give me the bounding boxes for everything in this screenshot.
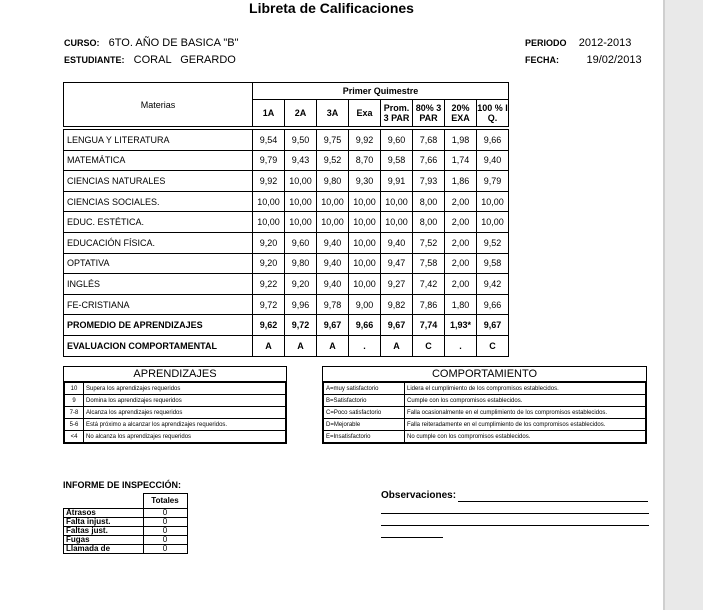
grade-cell: 9,54 <box>253 130 285 151</box>
legend-desc: No alcanza los aprendizajes requeridos <box>84 431 286 443</box>
grade-cell: 9,52 <box>317 150 349 171</box>
grade-cell: 1,74 <box>445 150 477 171</box>
legend-desc: Lidera el cumplimiento de los compromisos establecidos. <box>405 383 646 395</box>
legend-code: B=Satisfactorio <box>324 395 405 407</box>
aprendizajes-title: APRENDIZAJES <box>64 367 286 382</box>
grade-cell: 7,52 <box>413 232 445 253</box>
comportamiento-legend <box>322 366 647 444</box>
observaciones-label: Observaciones: <box>381 490 457 501</box>
grade-cell: 2,00 <box>445 191 477 212</box>
legend-code: A=muy satisfactorio <box>324 383 405 395</box>
quimestre-header: Primer Quimestre <box>253 83 509 100</box>
legend-code: C=Poco satisfactorio <box>324 407 405 419</box>
legend-code: D=Mejorable <box>324 419 405 431</box>
grade-cell: 1,80 <box>445 294 477 315</box>
grade-cell: 7,86 <box>413 294 445 315</box>
grade-cell: A <box>253 335 285 356</box>
subject-cell: INGLÉS <box>64 274 253 295</box>
legend-row <box>65 431 286 443</box>
inspeccion-value: 0 <box>143 509 187 518</box>
grade-cell: 9,20 <box>253 253 285 274</box>
subject-cell: PROMEDIO DE APRENDIZAJES <box>64 315 253 336</box>
grade-cell: 9,40 <box>317 232 349 253</box>
grade-cell: 9,40 <box>317 253 349 274</box>
grade-cell: 9,79 <box>253 150 285 171</box>
col-header: 20% EXA <box>445 100 477 127</box>
table-row <box>64 294 509 315</box>
col-header: 80% 3 PAR <box>413 100 445 127</box>
grade-cell: 10,00 <box>349 212 381 233</box>
subject-cell: CIENCIAS NATURALES <box>64 171 253 192</box>
grade-cell: 10,00 <box>285 212 317 233</box>
grade-cell: 9,72 <box>253 294 285 315</box>
grade-cell: 9,96 <box>285 294 317 315</box>
grade-cell: 7,93 <box>413 171 445 192</box>
table-row <box>64 545 188 554</box>
periodo-row <box>525 37 631 49</box>
grade-cell: 9,52 <box>477 232 509 253</box>
col-header: 2A <box>285 100 317 127</box>
grade-cell: 9,92 <box>253 171 285 192</box>
totales-header: Totales <box>143 494 187 509</box>
subject-cell: EDUC. ESTÉTICA. <box>64 212 253 233</box>
table-row <box>64 212 509 233</box>
grade-cell: 9,22 <box>253 274 285 295</box>
grade-cell: A <box>317 335 349 356</box>
grades-table <box>63 82 509 357</box>
table-row <box>64 274 509 295</box>
periodo-value: 2012-2013 <box>578 37 632 49</box>
estudiante-label: ESTUDIANTE: <box>64 55 125 65</box>
table-row <box>64 130 509 151</box>
document-title: Libreta de Calificaciones <box>249 0 414 16</box>
col-header: 3A <box>317 100 349 127</box>
grade-cell: 9,78 <box>317 294 349 315</box>
legend-row <box>324 419 646 431</box>
grade-cell: 10,00 <box>477 191 509 212</box>
col-header: 1A <box>253 100 285 127</box>
legend-desc: Alcanza los aprendizajes requeridos <box>84 407 286 419</box>
grade-cell: 10,00 <box>317 212 349 233</box>
grade-cell: 10,00 <box>285 171 317 192</box>
grade-cell: 2,00 <box>445 274 477 295</box>
promedio-row <box>64 315 509 336</box>
grade-cell: 9,58 <box>477 253 509 274</box>
grade-cell: 9,92 <box>349 130 381 151</box>
legend-row <box>65 419 286 431</box>
grade-cell: 9,27 <box>381 274 413 295</box>
grade-cell: 9,40 <box>317 274 349 295</box>
legend-code: 9 <box>65 395 84 407</box>
legend-row <box>65 395 286 407</box>
comportamiento-title: COMPORTAMIENTO <box>323 367 646 382</box>
evaluacion-row <box>64 335 509 356</box>
grade-cell: 8,00 <box>413 191 445 212</box>
grade-cell: 9,62 <box>253 315 285 336</box>
legend-desc: Está próximo a alcanzar los aprendizajes requeridos. <box>84 419 286 431</box>
legend-desc: Domina los aprendizajes requeridos <box>84 395 286 407</box>
inspeccion-value: 0 <box>143 536 187 545</box>
grade-cell: 7,68 <box>413 130 445 151</box>
subject-cell: MATEMÁTICA <box>64 150 253 171</box>
legend-code: 7-8 <box>65 407 84 419</box>
legend-desc: Falla reiteradamente en el cumplimiento de los compromisos establecidos. <box>405 419 646 431</box>
legend-code: 10 <box>65 383 84 395</box>
grade-cell: 2,00 <box>445 253 477 274</box>
grade-cell: 8,00 <box>413 212 445 233</box>
grade-cell: 9,40 <box>381 232 413 253</box>
observaciones-line <box>381 537 443 538</box>
table-row <box>64 171 509 192</box>
grade-cell: . <box>349 335 381 356</box>
legend-code: <4 <box>65 431 84 443</box>
subject-cell: CIENCIAS SOCIALES. <box>64 191 253 212</box>
legend-row <box>65 383 286 395</box>
subject-cell: OPTATIVA <box>64 253 253 274</box>
grade-cell: 2,00 <box>445 232 477 253</box>
grade-cell: 9,60 <box>381 130 413 151</box>
grade-cell: 1,93* <box>445 315 477 336</box>
col-header: 100 % I Q. <box>477 100 509 127</box>
grade-cell: 9,66 <box>349 315 381 336</box>
inspeccion-label: Fugas <box>64 536 144 545</box>
grade-cell: 9,50 <box>285 130 317 151</box>
inspeccion-label: Atrasos <box>64 509 144 518</box>
inspeccion-table <box>63 493 188 554</box>
grade-cell: 9,75 <box>317 130 349 151</box>
grade-cell: 10,00 <box>285 191 317 212</box>
legend-row <box>65 407 286 419</box>
legend-row <box>324 383 646 395</box>
estudiante-row <box>64 54 236 66</box>
grade-cell: 9,91 <box>381 171 413 192</box>
legend-row <box>324 407 646 419</box>
fecha-label: FECHA: <box>525 55 559 65</box>
observaciones-line <box>381 525 649 526</box>
grade-cell: 10,00 <box>381 212 413 233</box>
subject-cell: LENGUA Y LITERATURA <box>64 130 253 151</box>
grade-cell: 10,00 <box>253 191 285 212</box>
grade-cell: 9,67 <box>317 315 349 336</box>
legend-desc: No cumple con los compromisos establecidos. <box>405 431 646 443</box>
grade-cell: 1,98 <box>445 130 477 151</box>
legend-code: 5-6 <box>65 419 84 431</box>
estudiante-value: CORAL GERARDO <box>133 54 236 66</box>
grade-cell: 9,60 <box>285 232 317 253</box>
grade-cell: 9,67 <box>381 315 413 336</box>
grade-cell: 2,00 <box>445 212 477 233</box>
grade-cell: 9,80 <box>317 171 349 192</box>
legend-desc: Cumple con los compromisos establecidos. <box>405 395 646 407</box>
table-row <box>64 150 509 171</box>
curso-value: 6TO. AÑO DE BASICA "B" <box>108 37 239 49</box>
grade-cell: . <box>445 335 477 356</box>
grade-cell: 9,72 <box>285 315 317 336</box>
curso-row <box>64 37 239 49</box>
table-row <box>64 253 509 274</box>
observaciones-line <box>458 501 648 502</box>
curso-label: CURSO: <box>64 38 100 48</box>
legend-row <box>324 395 646 407</box>
col-header: Exa <box>349 100 381 127</box>
periodo-label: PERIODO <box>525 38 567 48</box>
legend-desc: Supera los aprendizajes requeridos <box>84 383 286 395</box>
subject-cell: FE-CRISTIANA <box>64 294 253 315</box>
grade-cell: 8,70 <box>349 150 381 171</box>
grade-cell: 7,66 <box>413 150 445 171</box>
inspeccion-value: 0 <box>143 545 187 554</box>
grade-cell: 9,20 <box>253 232 285 253</box>
grade-cell: 9,43 <box>285 150 317 171</box>
grade-cell: 9,80 <box>285 253 317 274</box>
grade-cell: 7,58 <box>413 253 445 274</box>
grade-cell: 10,00 <box>349 191 381 212</box>
inspeccion-label: Llamada de <box>64 545 144 554</box>
grade-cell: 9,67 <box>477 315 509 336</box>
grade-cell: 10,00 <box>317 191 349 212</box>
legend-row <box>324 431 646 443</box>
subject-cell: EVALUACION COMPORTAMENTAL <box>64 335 253 356</box>
inspeccion-label: Falta injust. <box>64 518 144 527</box>
grade-cell: 9,82 <box>381 294 413 315</box>
aprendizajes-legend <box>63 366 287 444</box>
grade-cell: 9,40 <box>477 150 509 171</box>
grade-cell: 9,47 <box>381 253 413 274</box>
grade-cell: 9,42 <box>477 274 509 295</box>
grade-cell: 9,00 <box>349 294 381 315</box>
grade-cell: 9,58 <box>381 150 413 171</box>
grade-cell: 10,00 <box>349 274 381 295</box>
inspeccion-value: 0 <box>143 527 187 536</box>
table-row <box>64 232 509 253</box>
grade-cell: 7,74 <box>413 315 445 336</box>
grade-cell: A <box>285 335 317 356</box>
grade-cell: 10,00 <box>477 212 509 233</box>
grade-cell: A <box>381 335 413 356</box>
grade-cell: 9,66 <box>477 294 509 315</box>
inspeccion-value: 0 <box>143 518 187 527</box>
materias-header: Materias <box>64 83 253 127</box>
grade-cell: 1,86 <box>445 171 477 192</box>
inspeccion-title: INFORME DE INSPECCIÓN: <box>63 480 182 490</box>
observaciones-line <box>381 513 649 514</box>
grade-cell: C <box>477 335 509 356</box>
subject-cell: EDUCACIÓN FÍSICA. <box>64 232 253 253</box>
grade-cell: 9,20 <box>285 274 317 295</box>
col-header: Prom. 3 PAR <box>381 100 413 127</box>
grade-cell: 10,00 <box>253 212 285 233</box>
fecha-row <box>525 54 642 66</box>
grade-cell: 10,00 <box>349 253 381 274</box>
grade-cell: C <box>413 335 445 356</box>
fecha-value: 19/02/2013 <box>586 54 642 66</box>
viewer-background <box>665 0 703 610</box>
grade-cell: 9,79 <box>477 171 509 192</box>
inspeccion-label: Faltas just. <box>64 527 144 536</box>
grade-cell: 7,42 <box>413 274 445 295</box>
grade-cell: 10,00 <box>349 232 381 253</box>
grade-cell: 9,66 <box>477 130 509 151</box>
grade-cell: 10,00 <box>381 191 413 212</box>
legend-code: E=Insatisfactorio <box>324 431 405 443</box>
legend-desc: Falla ocasionalmente en el cumplimiento de los compromisos establecidos. <box>405 407 646 419</box>
grade-cell: 9,30 <box>349 171 381 192</box>
table-row <box>64 191 509 212</box>
